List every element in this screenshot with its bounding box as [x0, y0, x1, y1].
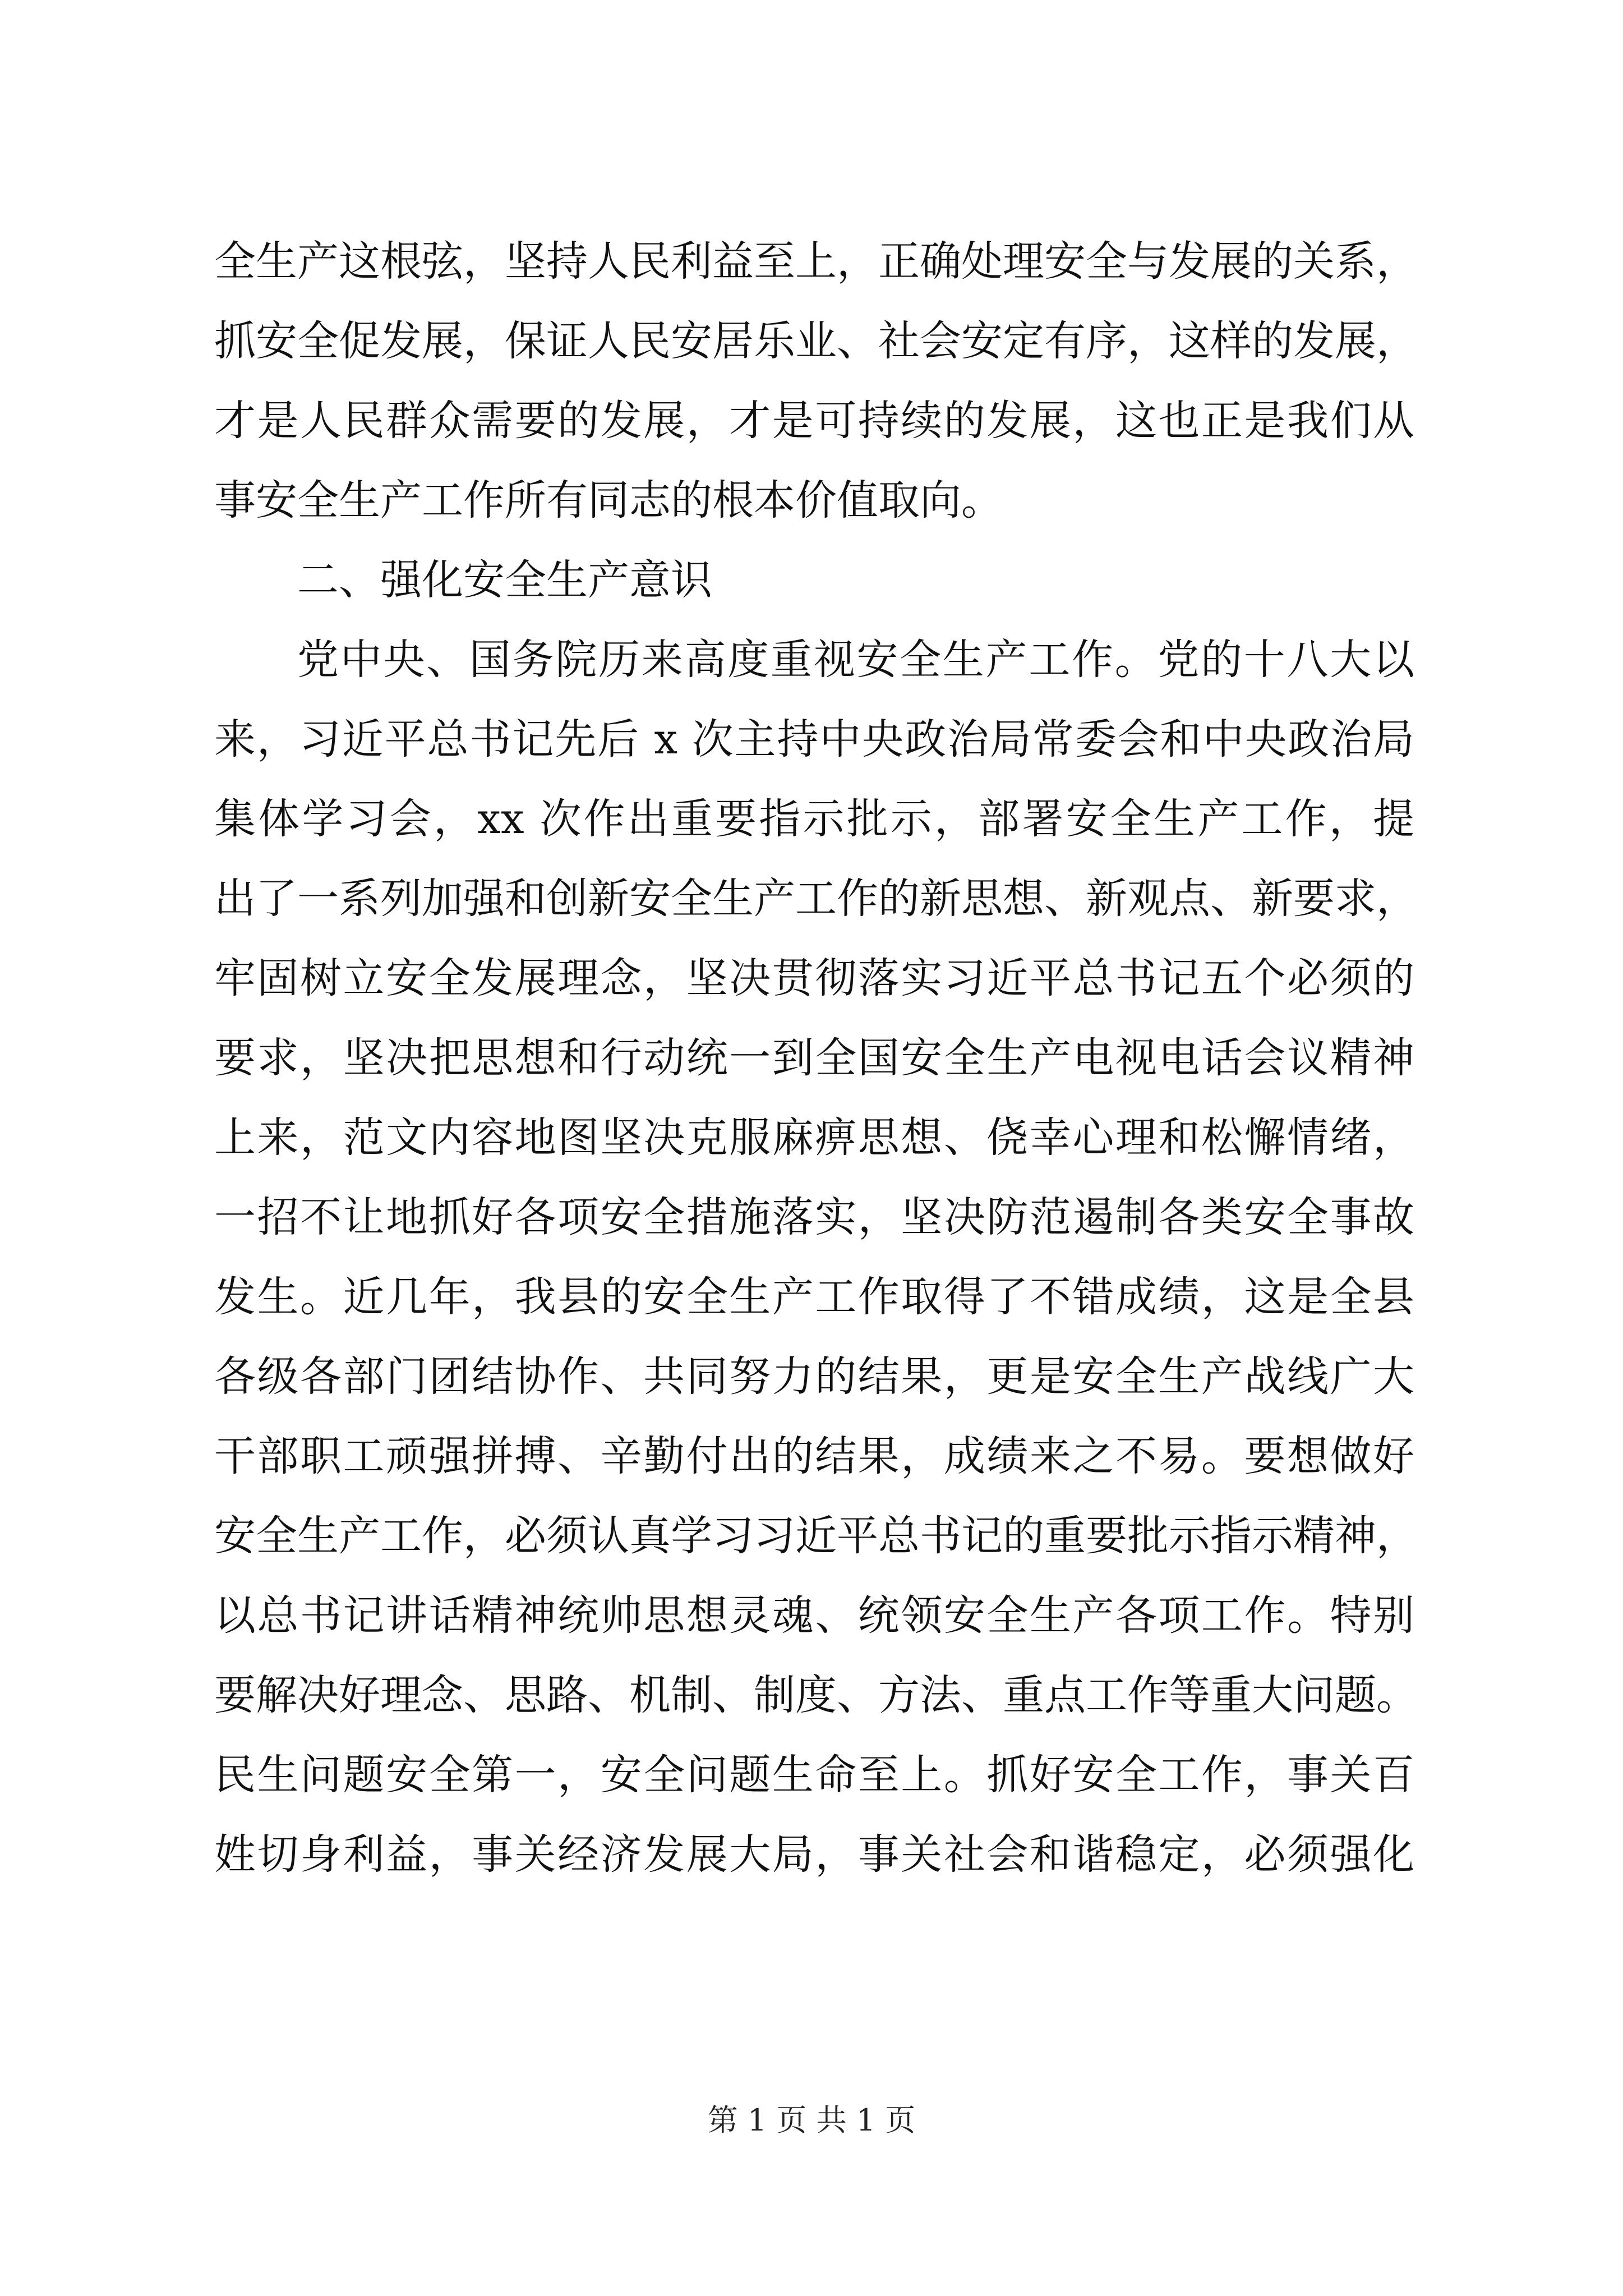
text-line: 全生产这根弦，坚持人民利益至上，正确处理安全与发展的关系，: [214, 237, 1418, 286]
text-line: 要解决好理念、思路、机制、制度、方法、重点工作等重大问题。: [214, 1671, 1418, 1719]
section-heading: 二、强化安全生产意识: [297, 556, 712, 604]
text-line: 集体学习会，xx 次作出重要指示批示，部署安全生产工作，提: [214, 795, 1414, 843]
text-line: 姓切身利益，事关经济发展大局，事关社会和谐稳定，必须强化: [214, 1830, 1414, 1879]
text-line: 发生。近几年，我县的安全生产工作取得了不错成绩，这是全县: [214, 1273, 1414, 1321]
text-line: 安全生产工作，必须认真学习习近平总书记的重要批示指示精神，: [214, 1512, 1418, 1560]
text-line: 民生问题安全第一，安全问题生命至上。抓好安全工作，事关百: [214, 1751, 1414, 1799]
page-number: 第 1 页 共 1 页: [707, 2102, 916, 2138]
text-line: 抓安全促发展，保证人民安居乐业、社会安定有序，这样的发展，: [214, 317, 1418, 365]
document-body: [214, 222, 1418, 1894]
text-line: 事安全生产工作所有同志的根本价值取向。: [214, 476, 1003, 524]
text-line: 上来，范文内容地图坚决克服麻痹思想、侥幸心理和松懈情绪，: [214, 1114, 1414, 1162]
text-line: 以总书记讲话精神统帅思想灵魂、统领安全生产各项工作。特别: [214, 1591, 1414, 1640]
page-footer: [0, 2101, 1623, 2140]
text-line: 党中央、国务院历来高度重视安全生产工作。党的十八大以: [297, 636, 1414, 684]
text-line: 一招不让地抓好各项安全措施落实，坚决防范遏制各类安全事故: [214, 1193, 1414, 1241]
text-line: 要求，坚决把思想和行动统一到全国安全生产电视电话会议精神: [214, 1034, 1414, 1082]
text-line: 各级各部门团结协作、共同努力的结果，更是安全生产战线广大: [214, 1352, 1414, 1401]
text-line: 来，习近平总书记先后 x 次主持中央政治局常委会和中央政治局: [214, 715, 1414, 763]
text-line: 才是人民群众需要的发展，才是可持续的发展，这也正是我们从: [214, 397, 1414, 445]
text-line: 干部职工顽强拼搏、辛勤付出的结果，成绩来之不易。要想做好: [214, 1432, 1414, 1480]
text-line: 牢固树立安全发展理念，坚决贯彻落实习近平总书记五个必须的: [214, 954, 1414, 1002]
text-line: 出了一系列加强和创新安全生产工作的新思想、新观点、新要求，: [214, 875, 1418, 923]
